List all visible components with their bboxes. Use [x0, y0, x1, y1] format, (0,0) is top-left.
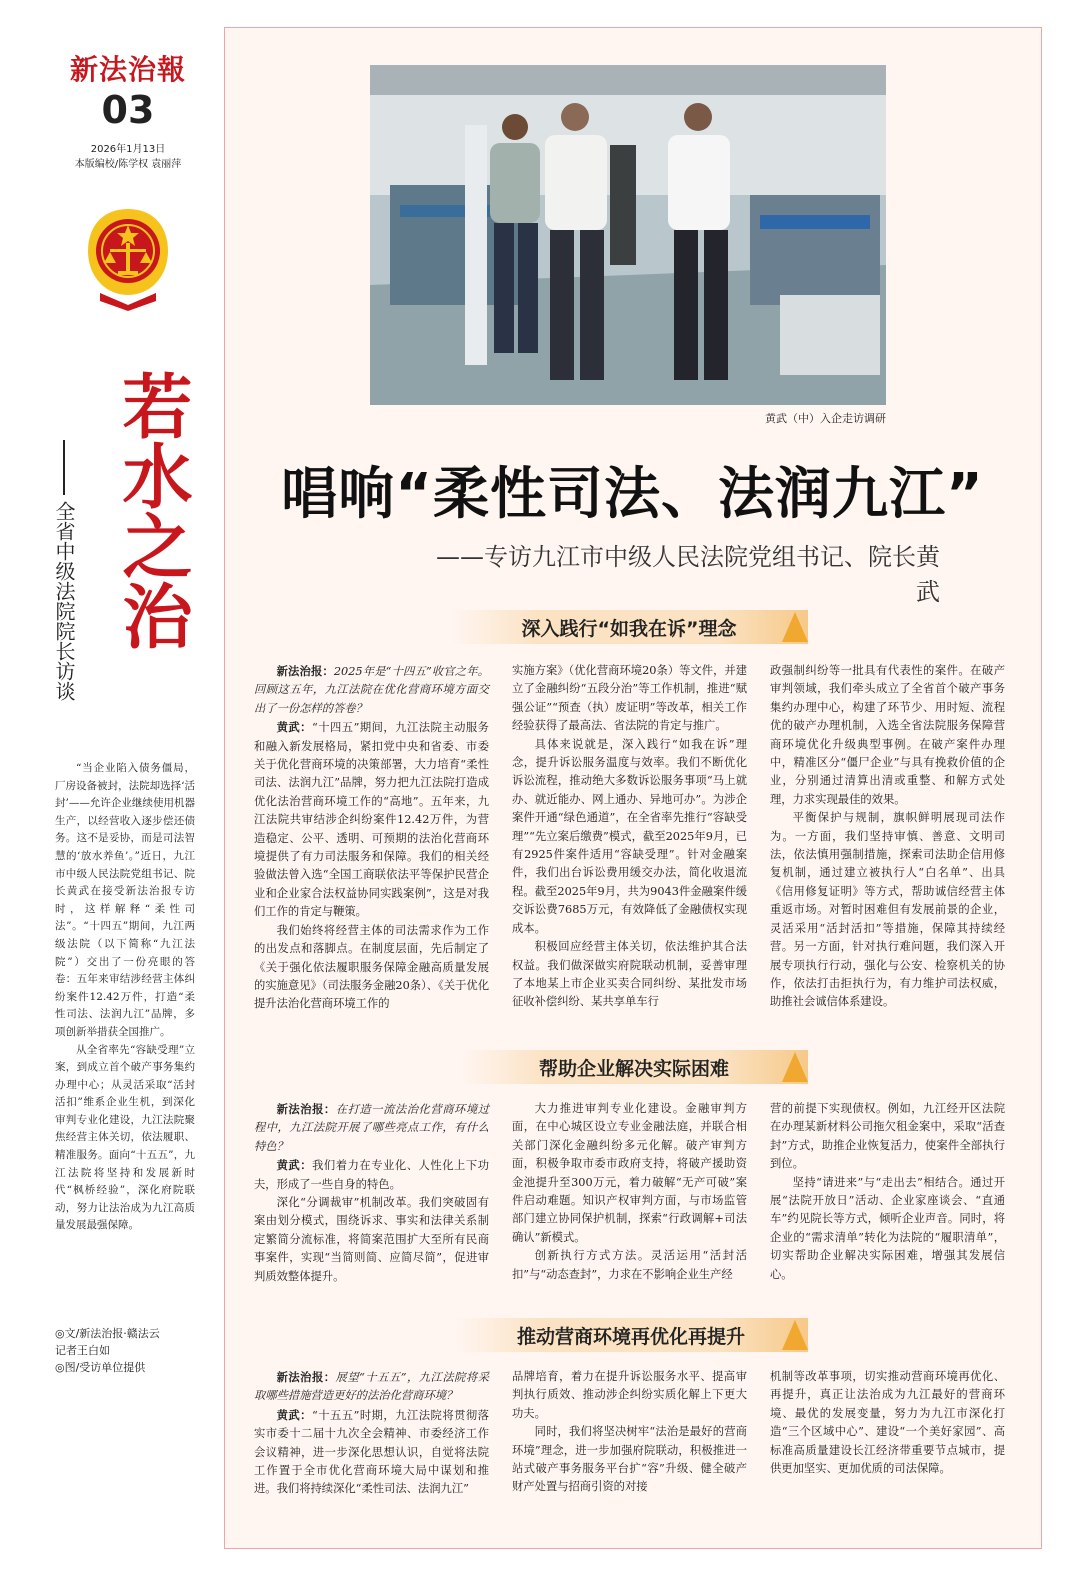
- paragraph-text: 2025年是“十四五”收官之年。回顾这五年，九江法院在优化营商环境方面交出了一份怎样的答卷？: [254, 665, 489, 715]
- paragraph: [254, 1194, 489, 1286]
- paragraph-text: “十四五”期间，九江法院主动服务和融入新发展格局，紧扣党中央和省委、市委关于优化营商环境的决策部署，大力培育“柔性司法、法润九江”品牌，努力把九江法院打造成优化法治营商环境工作的“高地”。五年来，九江法院共审结涉企纠纷案件12.42万件，为营造稳定、公平、透明、可预期的法治化营商环境提供了有力司法服务和保障。我们的相关经验做法曾入选“全国工商联依法平等保护民营企业和企业家合法权益协同实践案例”，这是对我们工作的肯定与鞭策。: [254, 721, 489, 919]
- photo-caption: 黄武（中）入企走访调研: [765, 412, 886, 425]
- paragraph: [254, 922, 489, 1014]
- section-header: [454, 1318, 808, 1352]
- paragraph-text: 平衡保护与规制，旗帜鲜明展现司法作为。一方面，我们坚持审慎、善意、文明司法，依法慎用强制措施，探索司法助企信用修复机制，通过建立被执行人“白名单”、出具《信用修复证明》等方式，帮助诚信经营主体重返市场。对暂时困难但有发展前景的企业，灵活采用“活封活扣”等措施，保障其持续经营。另一方面，针对执行难问题，我们深入开展专项执行行动，强化与公安、检察机关的协作，依法打击拒执行为，有力维护司法权威，助推社会诚信体系建设。: [770, 811, 1005, 1009]
- interview-question: [254, 662, 489, 718]
- section-title: 推动营商环境再优化再提升: [516, 1326, 745, 1348]
- triangle-icon: [782, 1320, 808, 1350]
- speaker-label: 黄武：: [276, 1158, 313, 1173]
- paragraph: [254, 718, 489, 921]
- section-title: 帮助企业解决实际困难: [538, 1058, 729, 1080]
- article-column: [254, 662, 489, 1014]
- paragraph-text: 营的前提下实现债权。例如，九江经开区法院在办理某新材料公司拖欠租金案中，采取“活查封”方式，助推企业恢复活力，使案件全部执行到位。: [770, 1102, 1005, 1171]
- article-column: [512, 662, 747, 1012]
- paragraph-text: 深化“分调裁审”机制改革。我们突破固有案由划分模式，围绕诉求、事实和法律关系制定繁简分流标准，将简案范围扩大至所有民商事案件，实现“当简则简、应简尽简”，促进审判质效整体提升。: [254, 1196, 489, 1283]
- paragraph-text: 同时，我们将坚决树牢“法治是最好的营商环境”理念，进一步加强府院联动，积极推进一站式破产事务服务平台扩“容”升级、健全破产财产处置与招商引资的对接: [512, 1425, 747, 1494]
- paragraph-text: 品牌培育，着力在提升诉讼服务水平、提高审判执行质效、推动涉企纠纷实质化解上下更大功夫。: [512, 1370, 747, 1420]
- paragraph: [512, 938, 747, 1012]
- paragraph-text: 坚持“请进来”与“走出去”相结合。通过开展“法院开放日”活动、企业家座谈会、“直通车”约见院长等方式，倾听企业声音。同时，将企业的“需求清单”转化为法院的“履职清单”，切实帮助企业解决实际困难，增强其发展信心。: [770, 1175, 1005, 1281]
- section-header: [450, 610, 808, 644]
- speaker-label: 黄武：: [276, 1407, 312, 1422]
- speaker-label: 新法治报：: [276, 1370, 336, 1384]
- column-subtitle: [45, 440, 75, 701]
- article-column: [512, 1368, 747, 1497]
- subtitle-dash: [63, 440, 65, 495]
- intro-paragraph: 从全省率先“容缺受理”立案，到成立首个破产事务集约办理中心；从灵活采取“活封活扣”维系企业生机，到深化审判专业化建设，九江法院聚焦经营主体关切，依法履职、精准服务。面向“十五五”，九江法院将坚持和发展新时代“枫桥经验”，深化府院联动，努力让法治成为九江高质量发展最强保障。: [55, 1043, 195, 1232]
- masthead-title: 新法治報: [69, 53, 186, 86]
- paragraph-text: 我们着力在专业化、人性化上下功夫，形成了一些自身的特色。: [254, 1159, 489, 1191]
- section-title: 深入践行“如我在诉”理念: [521, 618, 737, 640]
- paragraph: [254, 1406, 489, 1499]
- paragraph: [512, 1368, 747, 1423]
- paragraph-text: “十五五”时期，九江法院将贯彻落实市委十二届十九次全会精神、市委经济工作会议精神，进一步深化思想认识，自觉将法院工作置于全市优化营商环境大局中谋划和推进。我们将持续深化“柔性司法、法润九江”: [254, 1408, 489, 1496]
- paragraph: [770, 1100, 1005, 1174]
- page-number: 03: [101, 88, 155, 132]
- speaker-label: 新法治报：: [276, 1102, 336, 1116]
- column-subtitle-text: 全省中级法院院长访谈: [52, 501, 76, 701]
- paragraph-text: 在打造一流法治化营商环境过程中，九江法院开展了哪些亮点工作，有什么特色？: [254, 1103, 489, 1153]
- byline-reporter: 记者王白如: [55, 1344, 110, 1357]
- paragraph: [512, 1423, 747, 1497]
- paragraph: [254, 1156, 489, 1194]
- paragraph: [770, 809, 1005, 1011]
- paragraph: [770, 1368, 1005, 1478]
- byline: [55, 1325, 205, 1376]
- article-column: [770, 1368, 1005, 1478]
- article-column: [254, 1368, 489, 1499]
- paragraph: [512, 1247, 747, 1284]
- article-column: [512, 1100, 747, 1284]
- paragraph: [770, 662, 1005, 809]
- column-title: 若水之治: [111, 370, 194, 650]
- paragraph: [770, 1174, 1005, 1284]
- paragraph: [512, 1100, 747, 1247]
- paragraph-text: 展望“十五五”，九江法院将采取哪些措施营造更好的法治化营商环境？: [254, 1371, 489, 1403]
- paragraph-text: 创新执行方式方法。灵活运用“活封活扣”与“动态查封”，力求在不影响企业生产经: [512, 1249, 747, 1281]
- interview-question: [254, 1368, 489, 1406]
- intro-text: [55, 760, 195, 1235]
- triangle-icon: [782, 1052, 808, 1082]
- paragraph: [512, 662, 747, 736]
- triangle-icon: [782, 612, 808, 642]
- news-photo: [370, 65, 886, 405]
- publication-date: 2026年1月13日: [90, 144, 166, 155]
- article-column: [770, 662, 1005, 1012]
- headline: 唱响“柔性司法、法润九江”: [281, 462, 984, 527]
- byline-photo: ◎图/受访单位提供: [55, 1361, 146, 1374]
- editors-line: 本版编校/陈学权 袁丽萍: [74, 159, 182, 170]
- article-column: [254, 1100, 489, 1286]
- intro-paragraph: “当企业陷入债务僵局，厂房设备被封，法院却选择‘活封’——允许企业继续使用机器生产，以经营收入逐步偿还债务。这不是妥协，而是司法智慧的‘放水养鱼’。”近日，九江市中级人民法院党组书记、院长黄武在接受新法治报专访时，这样解释“柔性司法”。“十四五”期间，九江两级法院（以下简称“九江法院”）交出了一份亮眼的答卷：五年来审结涉经营主体纠纷案件12.42万件，打造“柔性司法、法润九江”品牌，多项创新举措获全国推广。: [55, 762, 195, 1038]
- paragraph: [512, 736, 747, 938]
- speaker-label: 黄武：: [276, 720, 312, 735]
- section-header: [460, 1050, 808, 1084]
- paragraph-text: 我们始终将经营主体的司法需求作为工作的出发点和落脚点。在制度层面，先后制定了《关于强化依法履职服务保障金融高质量发展的实施意见》（司法服务金融20条）、《关于优化提升法治化营商环境工作的: [254, 923, 489, 1011]
- paragraph-text: 机制等改革事项，切实推动营商环境再优化、再提升，真正让法治成为九江最好的营商环境、最优的发展变量，努力为九江市深化打造“三个区域中心”、建设“一个美好家园”、高标准高质量建设长江经济带重要节点城市，提供更加坚实、更加优质的司法保障。: [770, 1370, 1005, 1476]
- paragraph-text: 实施方案》（优化营商环境20条）等文件，并建立了金融纠纷“五段分治”等工作机制，推进“赋强公证”“预查（执）废证明”等改革，相关工作经验获得了最高法、省法院的肯定与推广。: [512, 664, 747, 733]
- paragraph-text: 积极回应经营主体关切，依法维护其合法权益。我们做深做实府院联动机制，妥善审理了本地某上市企业买卖合同纠纷、某批发市场征收补偿纠纷、某共享单车行: [512, 940, 747, 1009]
- court-emblem-icon: [82, 205, 174, 313]
- paragraph-text: 具体来说就是，深入践行“如我在诉”理念，提升诉讼服务温度与效率。我们不断优化诉讼流程，推动绝大多数诉讼服务事项“马上就办、就近能办、网上通办、异地可办”。为涉企案件开通“绿色通道”，在全省率先推行“容缺受理”“先立案后缴费”模式，截至2025年9月，已有2925件案件适用“容缺受理”。针对金融案件，我们出台诉讼费用缓交办法，简化收退流程。截至2025年9月，共为9043件金融案件缓交诉讼费7685万元，有效降低了金融债权实现成本。: [512, 737, 747, 935]
- subheadline: ——专访九江市中级人民法院党组书记、院长黄武: [436, 543, 940, 606]
- paragraph-text: 大力推进审判专业化建设。金融审判方面，在中心城区设立专业金融法庭，并联合相关部门深化金融纠纷多元化解。破产审判方面，积极争取市委市政府支持，将破产援助资金池提升至300万元，着力破解“无产可破”案件启动难题。知识产权审判方面，与市场监管部门建立协同保护机制，探索“行政调解+司法确认”新模式。: [512, 1102, 747, 1244]
- paragraph-text: 政强制纠纷等一批具有代表性的案件。在破产审判领域，我们牵头成立了全省首个破产事务集约办理中心，构建了环节少、用时短、流程优的破产办理机制，入选全省法院服务保障营商环境优化升级典型事例。在破产案件办理中，精准区分“僵尸企业”与具有挽救价值的企业，分别通过清算出清或重整、和解方式处理，力求实现最佳的效果。: [770, 664, 1005, 806]
- speaker-label: 新法治报：: [276, 664, 334, 678]
- interview-question: [254, 1100, 489, 1156]
- article-column: [770, 1100, 1005, 1284]
- byline-text: ◎文/新法治报·赣法云: [55, 1327, 160, 1340]
